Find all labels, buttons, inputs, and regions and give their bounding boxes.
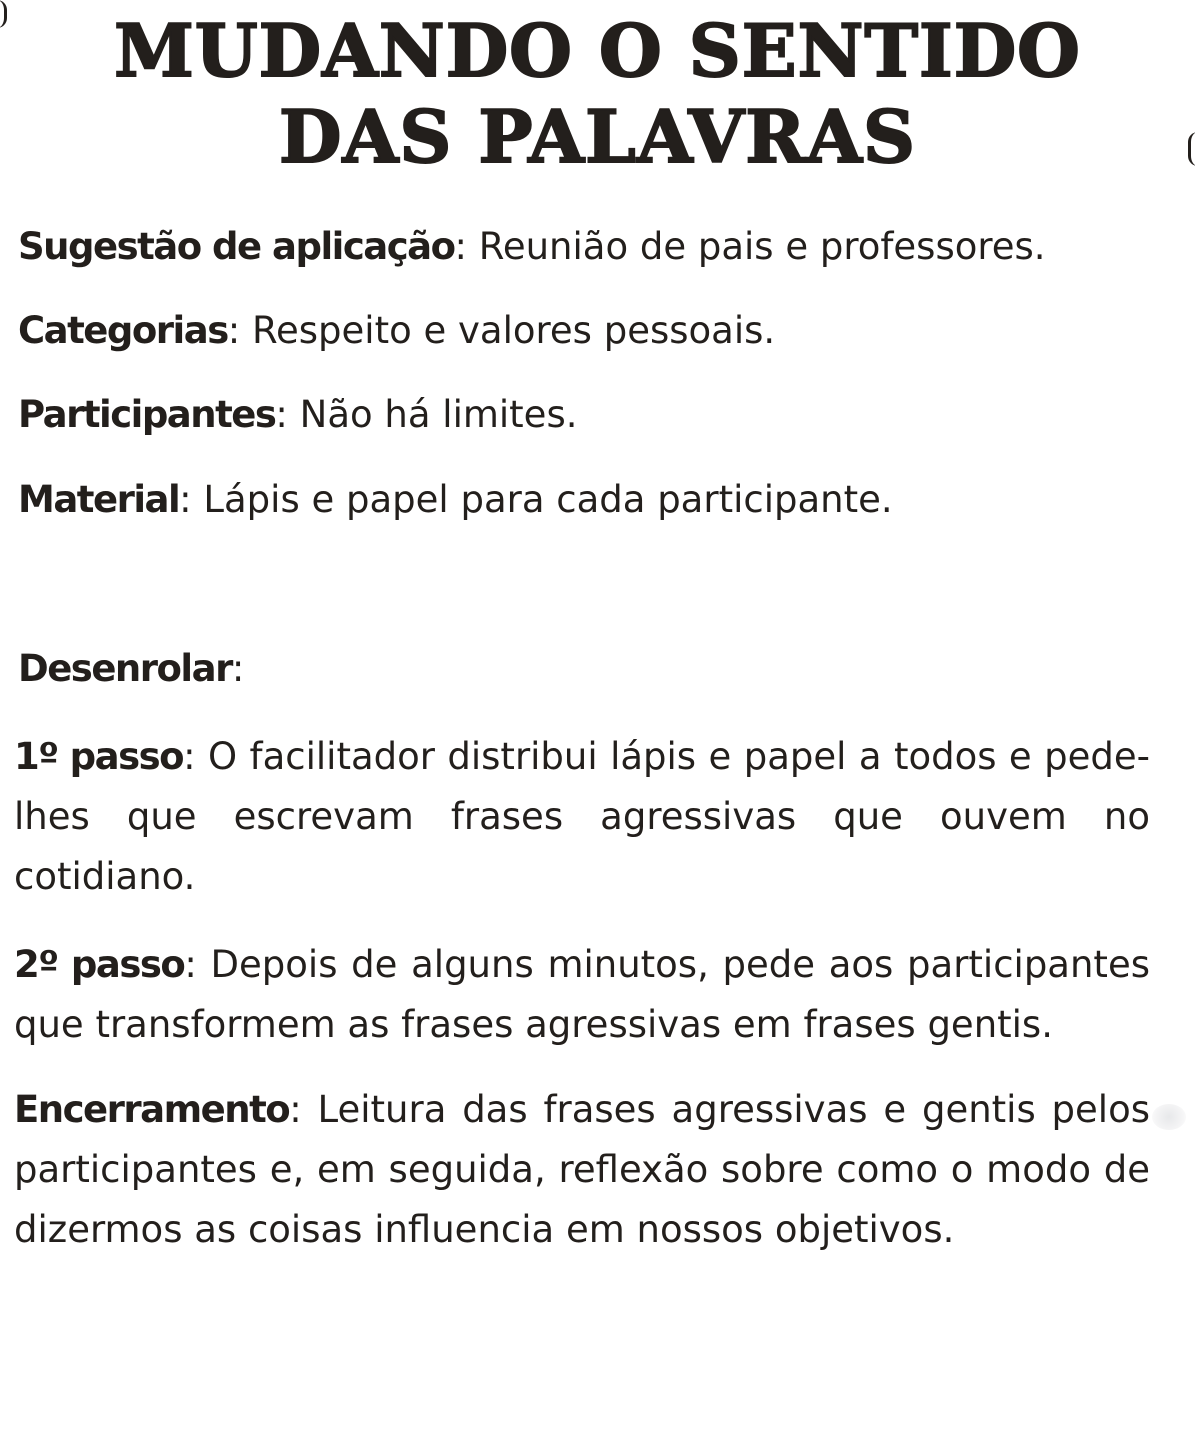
step-separator: : [184,943,211,986]
step-2 [14,935,1150,1055]
page-title [0,8,1195,180]
field-participantes [18,392,1158,438]
section-desenrolar [18,646,1158,692]
encerramento-label: Encerramento [14,1088,290,1131]
field-separator: : [275,393,300,436]
field-separator: : [454,225,479,268]
title-line-1: MUDANDO O SENTIDO [114,8,1081,93]
step-text: O facilitador distribui lápis e papel a todos e pede-lhes que escrevam frases agressivas que ouvem no cotidiano. [14,735,1150,898]
step-label: 1º passo [14,735,184,778]
section-heading: Desenrolar [18,647,232,690]
step-separator: : [183,735,208,778]
field-value: Lápis e papel para cada participante. [203,478,893,521]
field-value: Não há limites. [299,393,578,436]
step-text: Depois de alguns minutos, pede aos participantes que transformem as frases agressivas em frases gentis. [14,943,1150,1046]
title-line-2: DAS PALAVRAS [279,94,916,179]
field-separator: : [179,478,204,521]
step-1 [14,727,1150,907]
encerramento [14,1080,1150,1260]
field-separator: : [231,647,245,690]
field-aplicacao [18,224,1158,270]
field-separator: : [227,309,252,352]
field-categorias [18,308,1158,354]
step-label: 2º passo [14,943,185,986]
scan-smudge [1152,1104,1186,1130]
field-value: Reunião de pais e professores. [478,225,1046,268]
field-label: Material [18,478,180,521]
field-label: Sugestão de aplicação [18,225,455,268]
encerramento-separator: : [289,1088,318,1131]
encerramento-text: Leitura das frases agressivas e gentis pelos participantes e, em seguida, reflexão sobre como o modo de dizermos as coisas influencia em nossos objetivos. [14,1088,1151,1251]
field-label: Categorias [18,309,228,352]
field-value: Respeito e valores pessoais. [251,309,776,352]
field-label: Participantes [18,393,276,436]
field-material [18,477,1158,523]
